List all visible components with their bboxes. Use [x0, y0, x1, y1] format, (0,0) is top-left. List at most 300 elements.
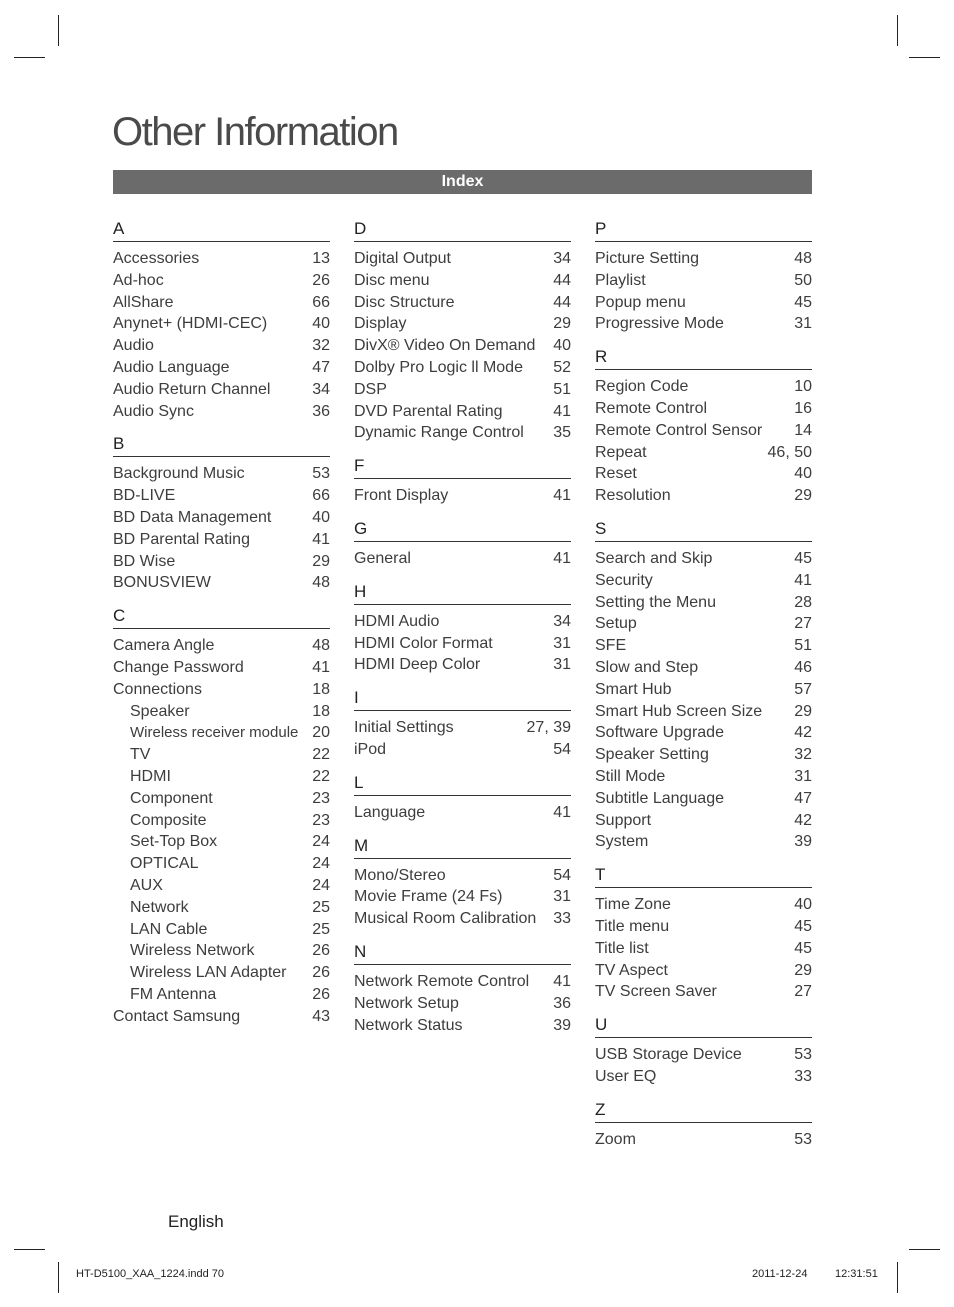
- entry-term: Digital Output: [354, 250, 451, 267]
- index-column: [354, 218, 571, 1047]
- entry-page-number: 40: [794, 896, 812, 914]
- entry-page-number: 31: [794, 315, 812, 333]
- index-subentry: [113, 788, 330, 810]
- index-entry: [595, 831, 812, 853]
- entry-page-number: 26: [312, 942, 330, 960]
- index-section-g: [354, 518, 571, 570]
- section-letter: L: [354, 772, 571, 796]
- entry-page-number: 45: [794, 293, 812, 311]
- section-letter: I: [354, 687, 571, 711]
- entry-term: Display: [354, 315, 407, 333]
- entry-page-number: 25: [312, 898, 330, 916]
- index-entry: [354, 908, 571, 930]
- section-letter: U: [595, 1014, 812, 1038]
- entry-term: Reset: [595, 465, 637, 483]
- index-column: [595, 218, 812, 1162]
- index-subentry: [113, 722, 330, 744]
- entry-page-number: 34: [553, 612, 571, 630]
- entry-page-number: 41: [553, 402, 571, 420]
- entry-term: Still Mode: [595, 767, 666, 785]
- section-letter: D: [354, 218, 571, 242]
- entry-term: TV: [130, 746, 151, 764]
- entry-page-number: 14: [794, 421, 812, 439]
- entry-term: TV Screen Saver: [595, 983, 717, 1001]
- index-entry: [595, 679, 812, 701]
- entry-term: Region Code: [595, 378, 689, 396]
- index-entry: [595, 313, 812, 335]
- entry-page-number: 33: [553, 910, 571, 928]
- index-section-d: [354, 218, 571, 444]
- entry-term: Time Zone: [595, 896, 671, 914]
- index-subentry: [113, 701, 330, 723]
- index-entry: [354, 993, 571, 1015]
- entry-term: Audio Sync: [113, 402, 194, 420]
- entry-term: DSP: [354, 380, 387, 398]
- entry-term: Contact Samsung: [113, 1007, 241, 1025]
- entry-term: Title list: [595, 939, 649, 957]
- entry-page-number: 29: [794, 487, 812, 505]
- section-letter: C: [113, 605, 330, 629]
- entry-page-number: 54: [553, 740, 571, 758]
- entry-term: FM Antenna: [130, 985, 217, 1003]
- index-entry: [595, 548, 812, 570]
- entry-page-number: 44: [553, 293, 571, 311]
- entry-page-number: 57: [794, 680, 812, 698]
- index-subentry: [113, 897, 330, 919]
- index-section-i: [354, 687, 571, 761]
- index-entry: [595, 485, 812, 507]
- entry-page-number: 28: [794, 593, 812, 611]
- index-entry: [595, 766, 812, 788]
- index-entry: [354, 248, 571, 270]
- crop-mark: [14, 57, 45, 58]
- entry-page-number: 39: [553, 1016, 571, 1034]
- index-entry: [113, 1006, 330, 1028]
- entry-page-number: 66: [312, 293, 330, 311]
- entry-term: Accessories: [113, 250, 200, 267]
- entry-term: Language: [354, 803, 426, 821]
- entry-page-number: 29: [312, 552, 330, 570]
- entry-term: Slow and Step: [595, 658, 699, 676]
- entry-page-number: 53: [794, 1130, 812, 1148]
- entry-term: Support: [595, 811, 652, 829]
- index-entry: [595, 442, 812, 464]
- index-entry: [595, 292, 812, 314]
- entry-page-number: 24: [312, 876, 330, 894]
- entry-page-number: 40: [553, 337, 571, 355]
- index-section-f: [354, 455, 571, 507]
- entry-term: Initial Settings: [354, 719, 454, 737]
- entry-term: Title menu: [595, 917, 670, 935]
- entry-term: Audio: [113, 337, 154, 355]
- section-letter: P: [595, 218, 812, 242]
- index-entry: [354, 1015, 571, 1037]
- index-entry: [354, 739, 571, 761]
- footer-time: 12:31:51: [835, 1268, 878, 1280]
- index-entry: [595, 894, 812, 916]
- entry-term: Speaker: [130, 702, 190, 720]
- entry-page-number: 46, 50: [767, 443, 812, 461]
- index-entry: [113, 657, 330, 679]
- entry-term: Wireless Network: [130, 942, 255, 960]
- entry-page-number: 50: [794, 271, 812, 289]
- entry-page-number: 40: [312, 315, 330, 333]
- entry-term: Progressive Mode: [595, 315, 724, 333]
- entry-page-number: 29: [794, 702, 812, 720]
- entry-page-number: 41: [794, 571, 812, 589]
- index-section-r: [595, 346, 812, 507]
- index-entry: [595, 420, 812, 442]
- entry-term: Network Setup: [354, 994, 459, 1012]
- index-column: [113, 218, 330, 1039]
- index-entry: [595, 463, 812, 485]
- entry-term: System: [595, 833, 649, 851]
- index-entry: [113, 507, 330, 529]
- entry-page-number: 45: [794, 939, 812, 957]
- entry-page-number: 36: [553, 994, 571, 1012]
- section-letter: Z: [595, 1099, 812, 1123]
- entry-page-number: 39: [794, 833, 812, 851]
- entry-page-number: 23: [312, 811, 330, 829]
- entry-page-number: 44: [553, 271, 571, 289]
- index-entry: [595, 960, 812, 982]
- entry-page-number: 48: [312, 637, 330, 655]
- entry-page-number: 41: [312, 530, 330, 548]
- crop-mark: [14, 1249, 45, 1250]
- index-section-h: [354, 581, 571, 676]
- entry-term: BD Data Management: [113, 508, 272, 526]
- entry-term: Remote Control Sensor: [595, 421, 763, 439]
- entry-term: Resolution: [595, 487, 671, 505]
- entry-page-number: 35: [553, 424, 571, 442]
- index-entry: [354, 802, 571, 824]
- index-entry: [354, 485, 571, 507]
- index-subentry: [113, 940, 330, 962]
- entry-page-number: 53: [794, 1046, 812, 1064]
- index-entry: [113, 551, 330, 573]
- entry-term: Search and Skip: [595, 549, 713, 567]
- index-entry: [113, 248, 330, 270]
- entry-page-number: 27: [794, 983, 812, 1001]
- index-entry: [113, 485, 330, 507]
- entry-page-number: 22: [312, 767, 330, 785]
- entry-page-number: 26: [312, 271, 330, 289]
- entry-page-number: 42: [794, 811, 812, 829]
- section-letter: H: [354, 581, 571, 605]
- crop-mark: [58, 15, 59, 46]
- index-entry: [113, 529, 330, 551]
- entry-page-number: 41: [553, 803, 571, 821]
- index-subentry: [113, 766, 330, 788]
- entry-term: Network Remote Control: [354, 972, 530, 990]
- index-entry: [595, 1066, 812, 1088]
- index-entry: [595, 1129, 812, 1151]
- crop-mark: [897, 15, 898, 46]
- page-title: Other Information: [112, 110, 398, 154]
- entry-term: Disc Structure: [354, 293, 455, 311]
- section-letter: N: [354, 941, 571, 965]
- section-letter: S: [595, 518, 812, 542]
- entry-page-number: 22: [312, 746, 330, 764]
- entry-page-number: 43: [312, 1007, 330, 1025]
- entry-page-number: 53: [312, 465, 330, 483]
- entry-page-number: 27: [794, 615, 812, 633]
- section-letter: T: [595, 864, 812, 888]
- entry-term: OPTICAL: [130, 855, 199, 873]
- index-subentry: [113, 810, 330, 832]
- index-entry: [354, 379, 571, 401]
- entry-term: Audio Language: [113, 358, 230, 376]
- entry-page-number: 31: [553, 634, 571, 652]
- entry-page-number: 20: [312, 724, 330, 742]
- entry-page-number: 23: [312, 789, 330, 807]
- index-section-t: [595, 864, 812, 1003]
- index-entry: [595, 744, 812, 766]
- index-entry: [595, 916, 812, 938]
- entry-term: Change Password: [113, 658, 244, 676]
- index-entry: [354, 971, 571, 993]
- entry-page-number: 33: [794, 1067, 812, 1085]
- index-entry: [354, 548, 571, 570]
- entry-page-number: 41: [553, 972, 571, 990]
- entry-term: BD-LIVE: [113, 487, 176, 505]
- entry-page-number: 31: [794, 767, 812, 785]
- entry-term: LAN Cable: [130, 920, 208, 938]
- index-section-c: [113, 605, 330, 1027]
- entry-page-number: 48: [312, 574, 330, 592]
- index-entry: [113, 635, 330, 657]
- index-entry: [595, 701, 812, 723]
- index-entry: [113, 401, 330, 423]
- index-entry: [354, 886, 571, 908]
- entry-term: User EQ: [595, 1067, 657, 1085]
- index-entry: [595, 376, 812, 398]
- entry-page-number: 45: [794, 549, 812, 567]
- entry-page-number: 66: [312, 487, 330, 505]
- entry-term: Ad-hoc: [113, 271, 164, 289]
- entry-page-number: 32: [312, 337, 330, 355]
- entry-page-number: 51: [553, 380, 571, 398]
- entry-page-number: 40: [794, 465, 812, 483]
- entry-term: General: [354, 549, 411, 567]
- entry-page-number: 54: [553, 866, 571, 884]
- index-section-u: [595, 1014, 812, 1088]
- entry-page-number: 25: [312, 920, 330, 938]
- entry-page-number: 18: [312, 702, 330, 720]
- entry-term: Mono/Stereo: [354, 866, 446, 884]
- footer-language: English: [168, 1212, 224, 1231]
- entry-page-number: 52: [553, 358, 571, 376]
- index-subentry: [113, 831, 330, 853]
- index-entry: [595, 810, 812, 832]
- footer-date: 2011-12-24: [752, 1268, 808, 1280]
- index-entry: [595, 981, 812, 1003]
- index-entry: [113, 292, 330, 314]
- index-entry: [113, 463, 330, 485]
- entry-term: Wireless receiver module: [130, 724, 299, 742]
- entry-term: AllShare: [113, 293, 174, 311]
- index-entry: [354, 717, 571, 739]
- crop-mark: [897, 1262, 898, 1293]
- index-section-m: [354, 835, 571, 930]
- index-subentry: [113, 962, 330, 984]
- entry-page-number: 18: [312, 680, 330, 698]
- entry-term: Background Music: [113, 465, 245, 483]
- index-section-z: [595, 1099, 812, 1151]
- section-letter: R: [595, 346, 812, 370]
- entry-term: TV Aspect: [595, 961, 668, 979]
- index-entry: [354, 865, 571, 887]
- entry-page-number: 41: [553, 549, 571, 567]
- index-entry: [354, 335, 571, 357]
- index-section-p: [595, 218, 812, 335]
- entry-term: Audio Return Channel: [113, 380, 271, 398]
- index-subentry: [113, 984, 330, 1006]
- entry-page-number: 10: [794, 378, 812, 396]
- index-subentry: [113, 744, 330, 766]
- entry-term: DVD Parental Rating: [354, 402, 503, 420]
- section-letter: B: [113, 433, 330, 457]
- entry-term: Popup menu: [595, 293, 686, 311]
- footer-file-slug: HT-D5100_XAA_1224.indd 70: [76, 1268, 224, 1280]
- entry-page-number: 48: [794, 250, 812, 267]
- index-entry: [354, 633, 571, 655]
- index-entry: [354, 611, 571, 633]
- index-entry: [595, 570, 812, 592]
- index-entry: [595, 657, 812, 679]
- entry-page-number: 41: [553, 487, 571, 505]
- entry-page-number: 31: [553, 888, 571, 906]
- entry-term: Anynet+ (HDMI-CEC): [113, 315, 268, 333]
- entry-term: Network Status: [354, 1016, 463, 1034]
- index-entry: [595, 592, 812, 614]
- entry-term: HDMI Audio: [354, 612, 440, 630]
- index-entry: [113, 357, 330, 379]
- entry-term: Security: [595, 571, 653, 589]
- entry-page-number: 40: [312, 508, 330, 526]
- section-letter: G: [354, 518, 571, 542]
- index-entry: [113, 679, 330, 701]
- index-entry: [595, 788, 812, 810]
- entry-term: BONUSVIEW: [113, 574, 211, 592]
- entry-term: Setting the Menu: [595, 593, 716, 611]
- index-subentry: [113, 919, 330, 941]
- crop-mark: [909, 57, 940, 58]
- index-entry: [354, 357, 571, 379]
- entry-page-number: 47: [312, 358, 330, 376]
- entry-term: HDMI Deep Color: [354, 656, 481, 674]
- index-entry: [595, 635, 812, 657]
- entry-term: Repeat: [595, 443, 647, 461]
- entry-term: HDMI: [130, 767, 171, 785]
- index-entry: [595, 722, 812, 744]
- index-heading: Index: [113, 170, 812, 194]
- entry-page-number: 51: [794, 637, 812, 655]
- entry-term: DivX® Video On Demand: [354, 337, 536, 355]
- section-letter: A: [113, 218, 330, 242]
- entry-term: Smart Hub: [595, 680, 672, 698]
- entry-term: Front Display: [354, 487, 449, 505]
- index-entry: [595, 398, 812, 420]
- index-section-n: [354, 941, 571, 1036]
- index-entry: [354, 270, 571, 292]
- entry-page-number: 24: [312, 855, 330, 873]
- index-subentry: [113, 875, 330, 897]
- index-entry: [595, 938, 812, 960]
- entry-term: Connections: [113, 680, 202, 698]
- entry-term: Dynamic Range Control: [354, 424, 524, 442]
- index-entry: [113, 379, 330, 401]
- entry-term: Zoom: [595, 1130, 636, 1148]
- entry-term: Component: [130, 789, 213, 807]
- index-entry: [595, 1044, 812, 1066]
- index-entry: [595, 270, 812, 292]
- entry-term: Network: [130, 898, 189, 916]
- entry-term: USB Storage Device: [595, 1046, 742, 1064]
- entry-page-number: 29: [794, 961, 812, 979]
- entry-term: Playlist: [595, 271, 646, 289]
- index-section-s: [595, 518, 812, 853]
- section-letter: M: [354, 835, 571, 859]
- entry-page-number: 34: [553, 250, 571, 267]
- index-subentry: [113, 853, 330, 875]
- entry-term: Wireless LAN Adapter: [130, 964, 287, 982]
- entry-term: Movie Frame (24 Fs): [354, 888, 503, 906]
- index-entry: [113, 572, 330, 594]
- index-entry: [354, 654, 571, 676]
- entry-term: iPod: [354, 740, 387, 758]
- entry-page-number: 45: [794, 917, 812, 935]
- entry-term: Setup: [595, 615, 637, 633]
- entry-term: Camera Angle: [113, 637, 215, 655]
- entry-term: AUX: [130, 876, 163, 894]
- entry-term: HDMI Color Format: [354, 634, 493, 652]
- entry-page-number: 29: [553, 315, 571, 333]
- entry-page-number: 46: [794, 658, 812, 676]
- index-section-b: [113, 433, 330, 594]
- index-entry: [113, 335, 330, 357]
- entry-term: SFE: [595, 637, 627, 655]
- index-entry: [354, 292, 571, 314]
- entry-term: Software Upgrade: [595, 724, 724, 742]
- index-entry: [354, 313, 571, 335]
- entry-page-number: 41: [312, 658, 330, 676]
- entry-page-number: 42: [794, 724, 812, 742]
- index-entry: [595, 613, 812, 635]
- entry-page-number: 26: [312, 964, 330, 982]
- index-entry: [354, 422, 571, 444]
- entry-term: Smart Hub Screen Size: [595, 702, 763, 720]
- entry-term: BD Parental Rating: [113, 530, 250, 548]
- entry-term: Subtitle Language: [595, 789, 724, 807]
- entry-page-number: 47: [794, 789, 812, 807]
- entry-page-number: 36: [312, 402, 330, 420]
- entry-term: Composite: [130, 811, 207, 829]
- index-entry: [113, 313, 330, 335]
- index-section-a: [113, 218, 330, 422]
- index-entry: [354, 401, 571, 423]
- entry-term: Speaker Setting: [595, 746, 709, 764]
- entry-page-number: 32: [794, 746, 812, 764]
- entry-page-number: 16: [794, 399, 812, 417]
- entry-term: Dolby Pro Logic ll Mode: [354, 358, 523, 376]
- entry-term: Picture Setting: [595, 250, 700, 267]
- index-entry: [595, 248, 812, 270]
- crop-mark: [58, 1262, 59, 1293]
- entry-page-number: 24: [312, 833, 330, 851]
- entry-term: Musical Room Calibration: [354, 910, 537, 928]
- entry-page-number: 34: [312, 380, 330, 398]
